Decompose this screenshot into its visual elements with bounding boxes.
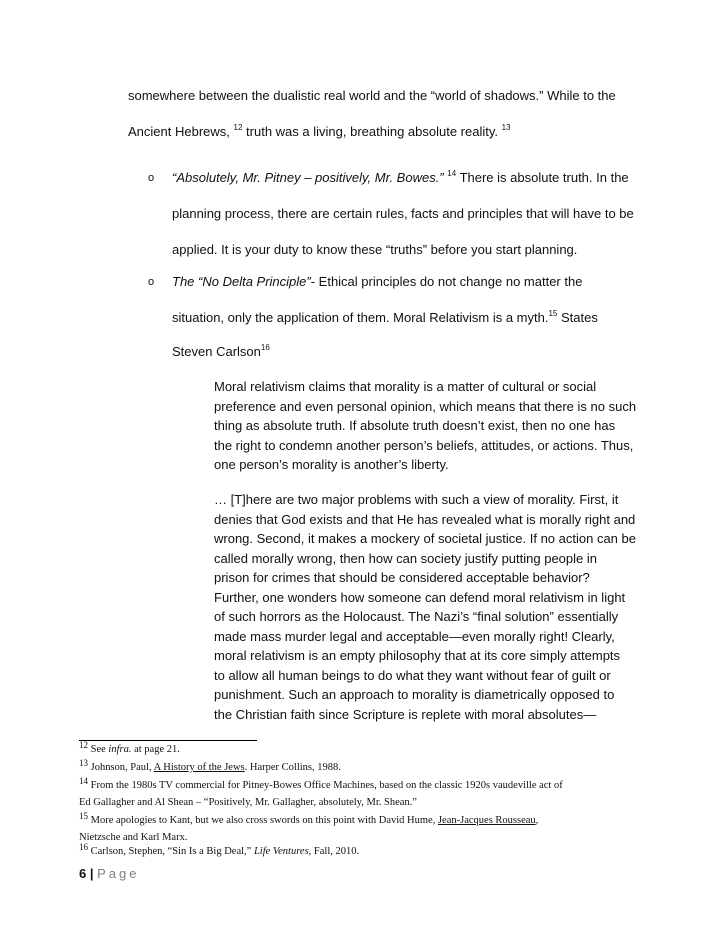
quote-p2-line-1: … [T]here are two major problems with such a view of morality. First, it: [214, 492, 619, 507]
footnote-16-text-a: Carlson, Stephen, “Sin Is a Big Deal,”: [90, 846, 252, 857]
footnote-15-number: 15: [79, 811, 88, 821]
footnote-ref-12: 12: [233, 123, 243, 132]
bullet-2-line-3: [172, 344, 270, 359]
quote-p2-line-8: made mass murder legal and acceptable—even morally right! Clearly,: [214, 628, 615, 644]
footnote-16: [79, 842, 360, 857]
body-line-2-text: Ancient Hebrews,: [128, 124, 230, 139]
body-line-1: somewhere between the dualistic real world and the “world of shadows.” While to the: [128, 88, 616, 103]
body-line-2: [128, 124, 511, 139]
footnote-12-text-b: at page 21.: [134, 744, 180, 755]
bullet-marker-2: o: [148, 276, 155, 288]
footnote-ref-15: 15: [548, 309, 558, 318]
footnote-ref-14: 14: [447, 169, 457, 178]
quote-p2-line-11: punishment. Such an approach to morality is diametrically opposed to: [214, 687, 615, 702]
bullet-2-line-1: [172, 274, 582, 289]
bullet-1-line-2: planning process, there are certain rules, facts and principles that will have to be: [172, 206, 634, 221]
bullet-2-after: - Ethical principles do not change no matter the: [310, 274, 583, 289]
page-footer: [79, 866, 140, 881]
page-number: 6: [79, 866, 87, 881]
bullet-1-quote: “Absolutely, Mr. Pitney – positively, Mr. Bowes.”: [172, 170, 444, 185]
footnote-16-number: 16: [79, 842, 88, 852]
footnote-16-text-b: , Fall, 2010.: [308, 846, 360, 857]
page-label: Page: [97, 866, 140, 881]
footnote-15-text-a: More apologies to Kant, but we also cross swords on this point with David Hume,: [90, 815, 436, 826]
page-separator: |: [89, 866, 94, 881]
footnote-15-link-rousseau[interactable]: Jean-Jacques Rousseau: [437, 815, 536, 826]
bullet-2-line-2-end: States: [560, 310, 598, 325]
quote-p2-line-2: denies that God exists and that He has revealed what is morally right and: [214, 511, 636, 527]
footnote-13-book-title: A History of the Jews: [153, 762, 245, 773]
quote-p2-line-9: moral relativism is an empty philosophy that at its core simply attempts: [214, 648, 621, 663]
footnote-16-italic: Life Ventures: [253, 846, 309, 857]
footnote-separator: [79, 740, 257, 741]
footnote-13-text-a: Johnson, Paul,: [90, 762, 152, 773]
quote-p2-line-10: to allow all human beings to do what they want without fear of guilt or: [214, 667, 611, 683]
bullet-marker-1: o: [148, 172, 155, 184]
footnote-13-number: 13: [79, 758, 88, 768]
quote-p2-line-4: called morally wrong, then how can society justify putting people in: [214, 550, 597, 566]
quote-p1-line-5: one person’s morality is another’s liberty.: [214, 457, 449, 472]
quote-p2-line-3: wrong. Second, it makes a mockery of societal justice. If no action can be: [214, 531, 636, 546]
footnote-14-number: 14: [79, 776, 88, 786]
footnote-12-text-a: See: [90, 744, 106, 755]
quote-p2-line-5: prison for crimes that should be considered acceptable behavior?: [214, 570, 590, 585]
bullet-2-title: The “No Delta Principle”: [172, 274, 311, 289]
quote-p1-line-1: Moral relativism claims that morality is a matter of cultural or social: [214, 379, 597, 394]
footnote-12-number: 12: [79, 740, 88, 750]
footnote-13-text-b: . Harper Collins, 1988.: [244, 762, 341, 773]
quote-p1-line-3: thing as absolute truth. If absolute truth doesn’t exist, then no one has: [214, 418, 616, 433]
bullet-2-line-2-text: situation, only the application of them. Moral Relativism is a myth.: [172, 310, 549, 325]
bullet-2-line-2: [172, 310, 598, 325]
footnote-12-italic: infra.: [108, 744, 132, 755]
footnote-15-line-2: Nietzsche and Karl Marx.: [79, 832, 188, 843]
quote-p2-line-7: of such horrors as the Holocaust. The Nazi’s “final solution” essentially: [214, 609, 619, 624]
footnote-14: [79, 776, 563, 791]
bullet-2-author: Steven Carlson: [172, 344, 261, 359]
footnote-ref-13: 13: [501, 123, 511, 132]
footnote-15-text-b: ,: [535, 815, 539, 826]
quote-p2-line-12: the Christian faith since Scripture is replete with moral absolutes—: [214, 706, 597, 722]
quote-p2-line-6: Further, one wonders how someone can defend moral relativism in light: [214, 589, 626, 605]
footnote-15: [79, 811, 539, 826]
bullet-1-line-3: applied. It is your duty to know these “truths” before you start planning.: [172, 242, 578, 257]
body-line-2-text2: truth was a living, breathing absolute reality.: [246, 124, 498, 139]
bullet-1-after: There is absolute truth. In the: [459, 170, 629, 185]
footnote-13: [79, 758, 341, 773]
footnote-ref-16: 16: [260, 343, 270, 352]
quote-p1-line-2: preference and even personal opinion, which means that there is no such: [214, 398, 637, 414]
quote-p1-line-4: the right to condemn another person’s beliefs, attitudes, or actions. Thus,: [214, 437, 634, 453]
bullet-1-line-1: [172, 170, 629, 185]
footnote-14-line-1: From the 1980s TV commercial for Pitney-Bowes Office Machines, based on the classic 1920s vaudeville act of: [90, 780, 563, 791]
footnote-12: [79, 740, 180, 755]
footnote-14-line-2: Ed Gallagher and Al Shean – “Positively, Mr. Gallagher, absolutely, Mr. Shean.”: [79, 797, 417, 808]
